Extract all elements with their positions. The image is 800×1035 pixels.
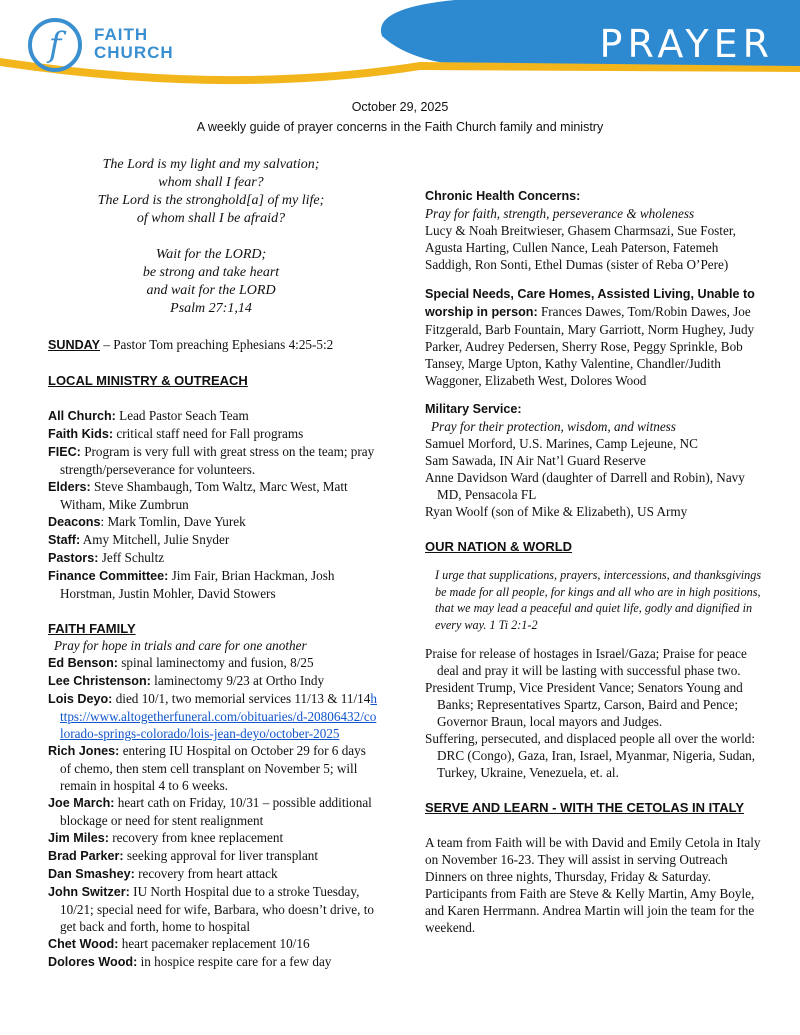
list-item: Joe March: heart cath on Friday, 10/31 – possible additional blockage or need for stent realignment (48, 795, 372, 828)
chronic-heading: Chronic Health Concerns: (425, 189, 581, 203)
list-item: Ed Benson: spinal laminectomy and fusion, 8/25 (48, 655, 314, 670)
poem-line: Wait for the LORD; (155, 247, 267, 262)
local-ministry-heading: LOCAL MINISTRY & OUTREACH (48, 373, 248, 388)
list-item: FIEC: Program is very full with great stress on the team; pray strength/perseverance for volunteers. (48, 444, 375, 477)
obituary-link[interactable]: https://www.altogetherfuneral.com/obituaries/d-20806432/colorado-springs-colorado/lois-jean-deyo/october-2025 (60, 691, 377, 741)
faith-family-heading: FAITH FAMILY (48, 621, 136, 636)
military-heading: Military Service: (425, 402, 522, 416)
list-item: Dolores Wood: in hospice respite care for a few day (48, 954, 332, 969)
list-item: All Church: Lead Pastor Seach Team (48, 408, 249, 423)
poem-reference: Psalm 27:1,14 (170, 301, 252, 316)
military-list (425, 435, 765, 520)
nation-verse: I urge that supplications, prayers, intercessions, and thanksgivings be made for all people, for kings and all who are in high positions, that we may lead a peaceful and quiet life, godly and dignified in every way. 1 Ti 2:1-2 (435, 568, 762, 632)
poem-line: The Lord is the stronghold[a] of my life; (97, 193, 325, 208)
list-item: Sam Sawada, IN Air Nat’l Guard Reserve (425, 453, 646, 468)
chronic-list: Lucy & Noah Breitwieser, Ghasem Charmsazi, Sue Foster, Agusta Harting, Cullen Nance, Leah Paterson, Fatemeh Saddigh, Ron Sonti, Ethel Dumas (sister of Reba O’Pere) (425, 223, 736, 272)
serve-learn-text: A team from Faith will be with David and Emily Cetola in Italy on November 16-23. They will assist in serving Outreach Dinners on three nights, Thursday, Friday & Saturday. Participants from Faith are Steve & Kelly Martin, Amy Boyle, and Karen Herrmann. Andrea Martin will join the team for the weekend. (425, 835, 761, 935)
chronic-intro: Pray for faith, strength, perseverance & wholeness (425, 206, 695, 221)
faith-family-intro: Pray for hope in trials and care for one another (54, 638, 307, 653)
subtitle: A weekly guide of prayer concerns in the Faith Church family and ministry (196, 120, 604, 134)
page-header (0, 0, 800, 92)
special-needs: Special Needs, Care Homes, Assisted Living, Unable to worship in person: Frances Dawes, Tom/Robin Dawes, Joe Fitzgerald, Barb Fountain, Mary Garriott, Norm Hughey, Judy Parker, Audrey Pedersen, Sherry Rose, Peggy Sprinkle, Bob Tansey, Marge Upton, Kathy Valentine, Chandler/Judith Waggoner, Elizabeth West, Dolores Wood (425, 287, 755, 388)
list-item: Chet Wood: heart pacemaker replacement 10/16 (48, 936, 310, 951)
list-item: John Switzer: IU North Hospital due to a stroke Tuesday, 10/21; special need for wife, Barbara, who doesn’t drive, to get back and forth, home to hospital (48, 884, 374, 934)
list-item: Faith Kids: critical staff need for Fall programs (48, 426, 304, 441)
list-item: Jim Miles: recovery from knee replacement (48, 830, 284, 845)
list-item: Finance Committee: Jim Fair, Brian Hackman, Josh Horstman, Justin Mohler, David Stowers (48, 568, 335, 601)
list-item: Anne Davidson Ward (daughter of Darrell and Robin), Navy MD, Pensacola FL (425, 470, 745, 502)
serve-learn-heading: SERVE AND LEARN - WITH THE CETOLAS IN ITALY (425, 800, 745, 815)
right-column (425, 188, 765, 936)
military-intro: Pray for their protection, wisdom, and witness (431, 419, 676, 434)
list-item: Pastors: Jeff Schultz (48, 550, 165, 565)
nation-list (425, 645, 765, 781)
list-item: President Trump, Vice President Vance; Senators Young and Banks; Representatives Spartz, Carson, Baird and Pence; Governor Braun, local mayors and Judges. (425, 680, 743, 729)
faith-church-logo: f (28, 18, 82, 72)
poem-line: The Lord is my light and my salvation; (102, 157, 320, 172)
date: October 29, 2025 (351, 100, 449, 114)
list-item: Lois Deyo: died 10/1, two memorial services 11/13 & 11/14https://www.altogetherfuneral.com/obituaries/d-20806432/colorado-springs-colorado/lois-jean-deyo/october-2025 (48, 691, 377, 741)
list-item: Rich Jones: entering IU Hospital on October 29 for 6 days of chemo, then stem cell transplant on November 5; will remain in hospital 4 to 6 weeks. (48, 743, 366, 793)
list-item: Ryan Woolf (son of Mike & Elizabeth), US Army (425, 504, 688, 519)
poem-line: be strong and take heart (142, 265, 280, 280)
local-ministry-list (48, 407, 378, 602)
nation-world-heading: OUR NATION & WORLD (425, 539, 573, 554)
sunday-note: SUNDAY – Pastor Tom preaching Ephesians 4:25-5:2 (48, 337, 334, 352)
left-column (48, 156, 378, 971)
faith-family-list (48, 654, 378, 971)
list-item: Brad Parker: seeking approval for liver transplant (48, 848, 319, 863)
page-title: PRAYER (599, 22, 774, 66)
list-item: Praise for release of hostages in Israel/Gaza; Praise for peace deal and pray it will be lasting with successful phase two. (425, 646, 747, 678)
list-item: Deacons: Mark Tomlin, Dave Yurek (48, 514, 246, 529)
list-item: Dan Smashey: recovery from heart attack (48, 866, 278, 881)
list-item: Staff: Amy Mitchell, Julie Snyder (48, 532, 230, 547)
list-item: Samuel Morford, U.S. Marines, Camp Lejeune, NC (425, 436, 698, 451)
logo-wordmark: FAITH CHURCH (94, 25, 174, 62)
poem-line: whom shall I fear? (158, 175, 264, 190)
poem-line: of whom shall I be afraid? (136, 211, 286, 226)
poem-line: and wait for the LORD (146, 283, 276, 298)
list-item: Suffering, persecuted, and displaced people all over the world: DRC (Congo), Gaza, Iran, Israel, Myanmar, Nigeria, Sudan, Turkey, Ukraine, Venezuela, et. al. (425, 731, 756, 780)
scripture-poem (36, 156, 386, 318)
list-item: Elders: Steve Shambaugh, Tom Waltz, Marc West, Matt Witham, Mike Zumbrun (48, 479, 348, 512)
list-item: Lee Christenson: laminectomy 9/23 at Ortho Indy (48, 673, 325, 688)
